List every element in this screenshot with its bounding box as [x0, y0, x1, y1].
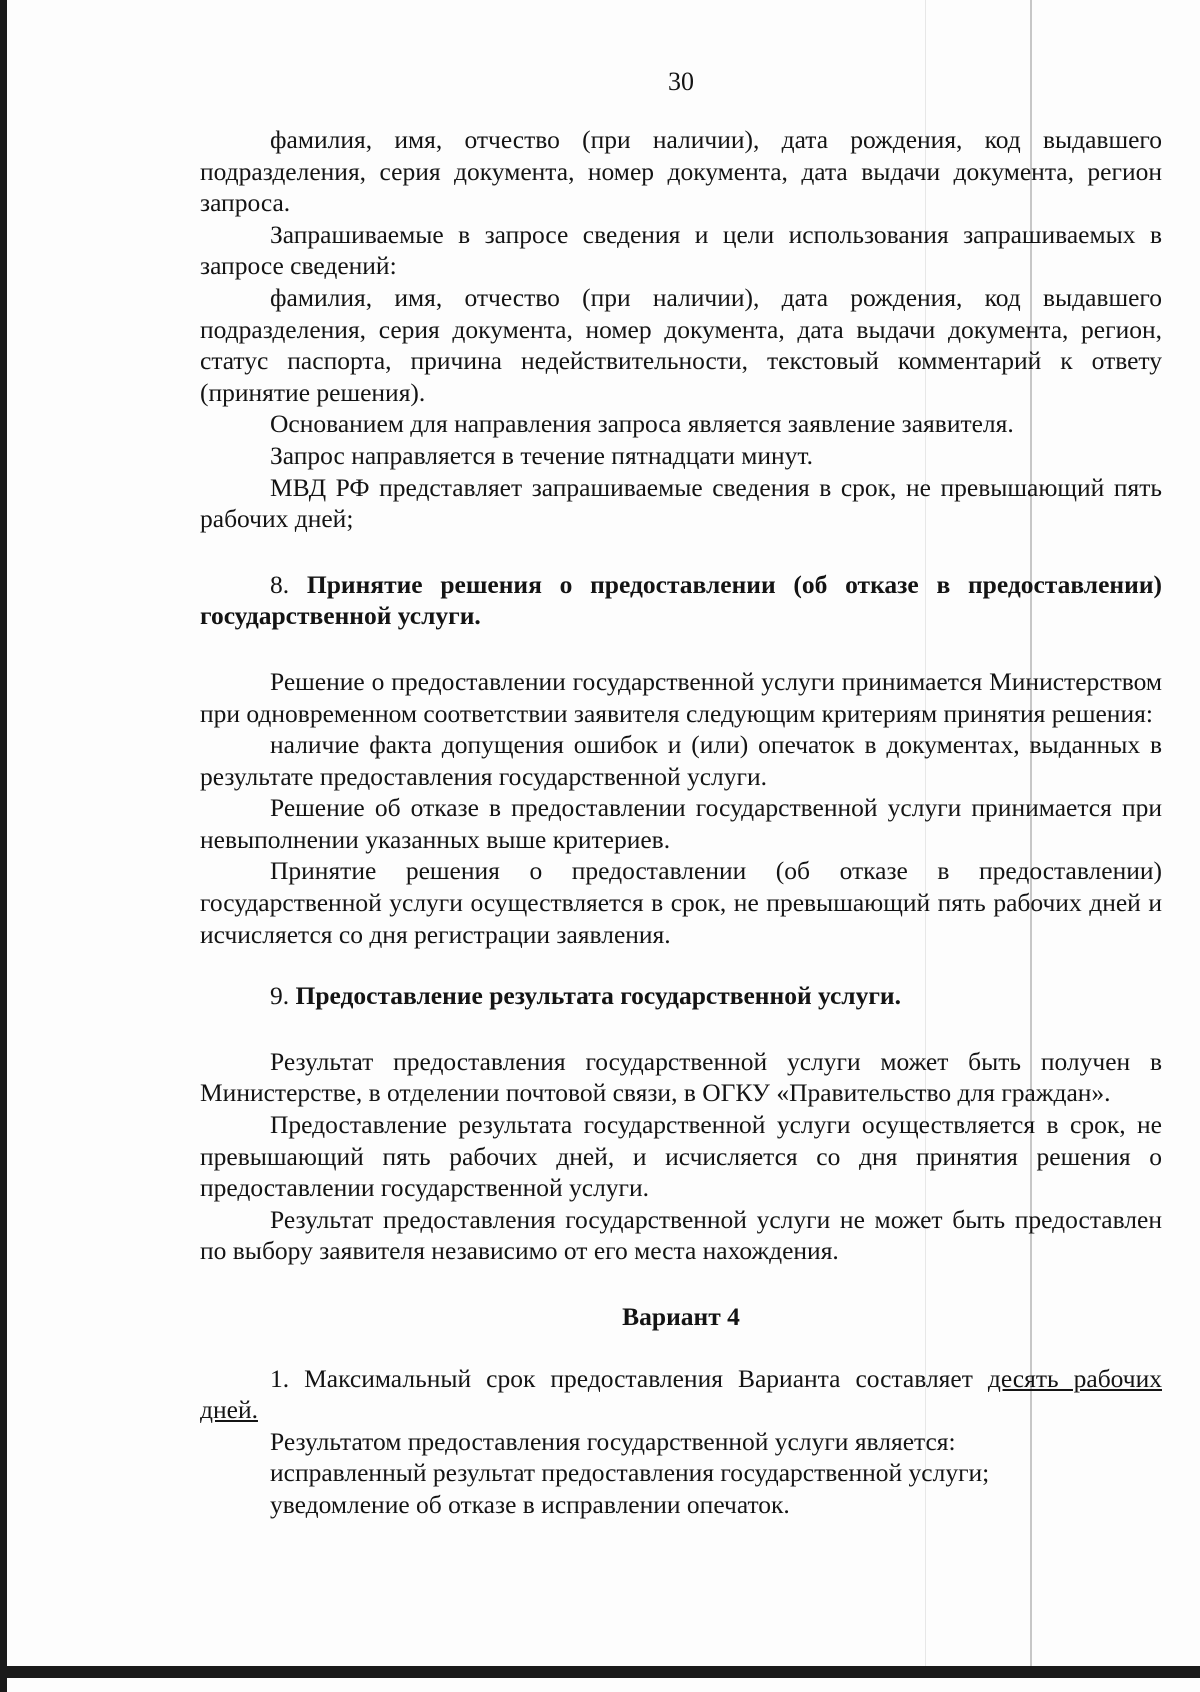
- paragraph: МВД РФ представляет запрашиваемые сведения в срок, не превышающий пять рабочих дней;: [200, 472, 1162, 534]
- section-8-title: Принятие решения о предоставлении (об отказе в предоставлении) государственной услуги.: [200, 569, 1163, 631]
- paragraph: исправленный результат предоставления государственной услуги;: [270, 1458, 990, 1488]
- scan-border-bottom: [0, 1666, 1200, 1678]
- paragraph: Результат предоставления государственной услуги может быть получен в Министерстве, в отделении почтовой связи, в ОГКУ «Правительство для граждан».: [200, 1046, 1162, 1108]
- variant-4-item-1-text: 1. Максимальный срок предоставления Варианта составляет: [270, 1363, 988, 1393]
- section-8-number: 8.: [270, 569, 290, 599]
- section-9-heading: [200, 980, 1162, 1012]
- paragraph: Запрос направляется в течение пятнадцати минут.: [270, 440, 814, 470]
- section-8-heading: [200, 569, 1162, 632]
- paragraph: Решение об отказе в предоставлении государственной услуги принимается при невыполнении указанных выше критериев.: [200, 793, 1162, 854]
- section-9-number: 9.: [270, 981, 290, 1011]
- paragraph: Результатом предоставления государственной услуги является:: [270, 1426, 956, 1456]
- variant-4-item-1-deadline: десять рабочих дней.: [200, 1363, 1162, 1425]
- paragraph: Результат предоставления государственной услуги не может быть предоставлен по выбору заявителя независимо от его места нахождения.: [200, 1204, 1162, 1266]
- paragraph: Принятие решения о предоставлении (об отказе в предоставлении) государственной услуги осуществляется в срок, не превышающий пять рабочих дней и исчисляется со дня регистрации заявления.: [200, 856, 1162, 949]
- document-body: [200, 124, 1162, 1521]
- page-number: 30: [668, 67, 694, 96]
- paragraph: фамилия, имя, отчество (при наличии), дата рождения, код выдавшего подразделения, серия документа, номер документа, дата выдачи документа, регион запроса.: [200, 125, 1162, 218]
- paragraph: Предоставление результата государственной услуги осуществляется в срок, не превышающий пять рабочих дней, и исчисляется со дня принятия решения о предоставлении государственной услуги.: [200, 1110, 1162, 1203]
- paragraph: Основанием для направления запроса является заявление заявителя.: [270, 409, 1014, 439]
- variant-4-item-1: [200, 1363, 1162, 1426]
- variant-4-title: Вариант 4: [622, 1302, 740, 1331]
- paragraph: наличие факта допущения ошибок и (или) опечаток в документах, выданных в результате предоставления государственной услуги.: [200, 730, 1162, 791]
- section-9-title: Предоставление результата государственной услуги.: [295, 981, 902, 1011]
- paragraph: Запрашиваемые в запросе сведения и цели использования запрашиваемых в запросе сведений:: [200, 219, 1162, 281]
- paragraph: уведомление об отказе в исправлении опечаток.: [270, 1489, 790, 1519]
- scan-border-left: [0, 0, 7, 1692]
- paragraph: фамилия, имя, отчество (при наличии), дата рождения, код выдавшего подразделения, серия документа, номер документа, дата выдачи документа, регион, статус паспорта, причина недействительности, текстовый комментарий к ответу (принятие решения).: [200, 282, 1162, 407]
- paragraph: Решение о предоставлении государственной услуги принимается Министерством при одновременном соответствии заявителя следующим критериям принятия решения:: [200, 666, 1162, 728]
